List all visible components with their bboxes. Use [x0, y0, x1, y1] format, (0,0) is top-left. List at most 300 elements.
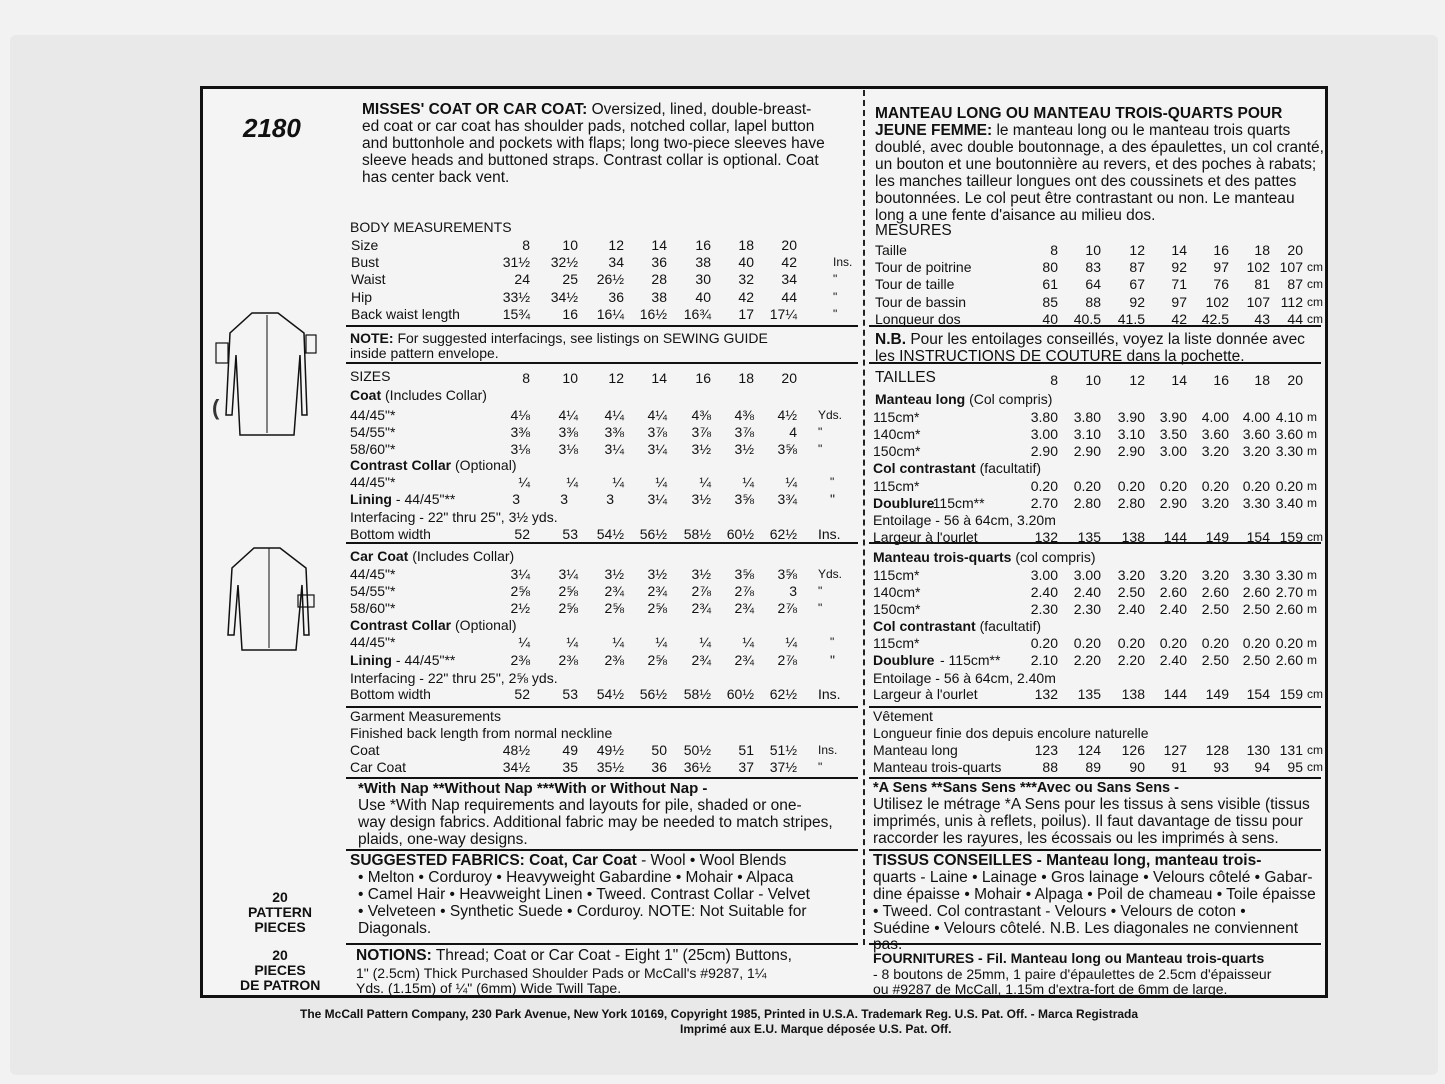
measurement-value: 32: [738, 271, 754, 288]
yardage-value: 2⅞: [734, 583, 754, 599]
nb-text: Pour les entoilages conseillés, voyez la liste donnée avec: [910, 331, 1305, 348]
lining-bold: Lining: [350, 491, 392, 507]
row-label: 44/45"*: [350, 474, 396, 490]
metrage-value: 3.00: [1030, 426, 1058, 442]
coat-heading-bold: Coat: [350, 387, 382, 403]
unit-label: m: [1307, 636, 1317, 650]
fr-desc-line: long a une fente d'aisance au milieu dos.: [875, 207, 1156, 224]
metrage-value: 2.60: [1159, 584, 1187, 600]
measurement-value: 42: [738, 288, 754, 305]
metrage-value: 3.20: [1242, 443, 1270, 459]
yardage-value: ¼: [566, 474, 578, 490]
yardage-value: ¼: [785, 634, 797, 650]
metrage-value: 0.20: [1159, 635, 1187, 651]
yardage-value: 3¼: [510, 566, 530, 582]
coat-interfacing: Interfacing - 22" thru 25", 3½ yds.: [350, 509, 558, 525]
bottom-width-value: 60½: [726, 526, 754, 542]
metrage-value: 4.00: [1242, 409, 1270, 425]
yardage-value: 3⅝: [777, 566, 797, 582]
measurement-value: 80: [1042, 259, 1058, 276]
tq-heading: [873, 549, 1095, 565]
en-desc-line: and buttonhole and pockets with flaps; long two-piece sleeves have: [362, 135, 825, 152]
measurement-value: 42.5: [1201, 310, 1229, 327]
yardage-value: 3⅛: [510, 441, 530, 457]
unit-label: ": [818, 442, 823, 456]
garment-value: 49: [562, 742, 578, 758]
metrage-value: 2.70: [1275, 584, 1303, 600]
measurement-value: 92: [1171, 259, 1187, 276]
measurement-value: 107: [1246, 293, 1270, 310]
ourlet-label: Largeur à l'ourlet: [873, 529, 978, 545]
yardage-value: ¼: [612, 634, 624, 650]
measurement-value: 38: [695, 254, 711, 271]
garment-value: 36: [651, 759, 667, 775]
unit-label: ": [818, 425, 823, 439]
size-header: 12: [608, 370, 624, 386]
en-desc-title: MISSES' COAT OR CAR COAT:: [362, 101, 588, 118]
yardage-value: 4⅜: [691, 407, 711, 423]
unit-label: Ins.: [833, 255, 853, 270]
row-label: 44/45"*: [350, 634, 396, 650]
garment-value: 50: [651, 742, 667, 758]
bottom-width-value: 58½: [683, 686, 711, 702]
metrage-value: 2.90: [1117, 443, 1145, 459]
metrage-value: 3.60: [1242, 426, 1270, 442]
measurement-value: 42: [781, 254, 797, 271]
measurement-value: 64: [1085, 276, 1101, 293]
row-label: Back waist length: [351, 305, 460, 322]
yardage-value: 2⅜: [604, 652, 624, 668]
yardage-value: 2⅝: [510, 583, 530, 599]
ourlet-value: 132: [1034, 686, 1058, 702]
measurement-value: 32½: [550, 254, 578, 271]
metrage-value: 3.00: [1159, 443, 1187, 459]
yardage-value: 2¾: [604, 583, 624, 599]
garment-value: 127: [1163, 742, 1187, 758]
row-label: 54/55"*: [350, 424, 396, 440]
garment-value: 90: [1129, 759, 1145, 775]
garment-value: 34½: [502, 759, 530, 775]
measurement-value: 16¼: [596, 305, 624, 322]
row-label: Tour de poitrine: [875, 259, 972, 276]
car-bold: Car Coat: [350, 548, 409, 564]
ourlet-value: 149: [1205, 529, 1229, 545]
ourlet-value: 154: [1246, 529, 1270, 545]
fabrics-line: • Camel Hair • Heavweight Linen • Tweed. Contrast Collar - Velvet: [358, 886, 810, 903]
unit-label: Ins.: [818, 526, 841, 542]
metrage-value: 0.20: [1030, 478, 1058, 494]
unit-label: ": [818, 584, 823, 598]
en-description: [362, 102, 811, 118]
doublure-width: - 115cm**: [940, 652, 1001, 668]
yardage-value: 2¾: [734, 600, 754, 616]
measurement-value: 17: [738, 305, 754, 322]
metrage-value: 2.50: [1201, 601, 1229, 617]
metrage-value: 2.20: [1117, 652, 1145, 668]
cc-rest: (Optional): [455, 617, 517, 633]
row-label: Hip: [351, 288, 373, 305]
coat-contrast-collar-heading: [350, 457, 516, 473]
row-label: Taille: [875, 242, 907, 258]
en-desc-line: sleeve heads and buttoned straps. Contrast collar is optional. Coat: [362, 152, 819, 169]
size-header: 14: [1171, 372, 1187, 388]
measurement-value: 87: [1129, 259, 1145, 276]
yardage-value: 3½: [691, 491, 711, 507]
row-label: 44/45"*: [350, 566, 396, 582]
measurement-value: 88: [1085, 293, 1101, 310]
car-contrast-collar-heading: [350, 617, 516, 633]
notions-text: Thread; Coat or Car Coat - Eight 1" (25cm) Buttons,: [435, 947, 792, 964]
measurement-value: 83: [1085, 259, 1101, 276]
ourlet-value: 138: [1121, 686, 1145, 702]
measurement-value: 40: [1042, 310, 1058, 327]
measurement-value: 38: [651, 288, 667, 305]
fr-desc-line: les manches tailleur longues ont des coussinets et des pattes: [875, 173, 1297, 190]
garment-value: 37½: [769, 759, 797, 775]
yardage-value: ¼: [518, 634, 530, 650]
metrage-value: 2.40: [1073, 584, 1101, 600]
pieces-count: 20: [272, 889, 288, 905]
bottom-width-value: 54½: [596, 686, 624, 702]
tq-entoilage: Entoilage - 56 à 64cm, 2.40m: [873, 670, 1056, 686]
measurement-value: 26½: [596, 271, 624, 288]
metrage-value: 3.80: [1030, 409, 1058, 425]
garment-sub: Finished back length from normal neckline: [350, 725, 613, 741]
fr-desc-line: doublé, avec double boutonnage, a des épaulettes, un col cranté,: [875, 139, 1324, 156]
tissus-line: quarts - Laine • Lainage • Gros lainage • Velours côtelé • Gabar-: [873, 869, 1313, 886]
sizes-label: SIZES: [350, 368, 391, 384]
metrage-value: 2.90: [1030, 443, 1058, 459]
bottom-width-value: 53: [562, 686, 578, 702]
lining-rest: - 44/45"**: [395, 491, 456, 507]
measurement-value: 33½: [502, 288, 530, 305]
garment-value: 48½: [502, 742, 530, 758]
measurement-value: 10: [1085, 242, 1101, 258]
yardage-value: ¼: [699, 474, 711, 490]
yardage-value: ¼: [742, 634, 754, 650]
measurement-value: 44: [781, 288, 797, 305]
row-label: Waist: [351, 271, 386, 288]
garment-value: 91: [1171, 759, 1187, 775]
yardage-value: 3: [560, 491, 568, 507]
measurement-value: 25: [562, 271, 578, 288]
row-label: 115cm*: [873, 635, 920, 651]
nap-line: Use *With Nap requirements and layouts for pile, shaded or one-: [358, 797, 802, 814]
yardage-value: 3: [512, 491, 520, 507]
unit-label: ": [830, 475, 835, 489]
row-label: 54/55"*: [350, 583, 396, 599]
notions-line: Yds. (1.15m) of ¼" (6mm) Wide Twill Tape.: [356, 980, 622, 996]
yardage-value: 3½: [691, 441, 711, 457]
garment-value: 128: [1205, 742, 1229, 758]
nap-line: plaids, one-way designs.: [358, 831, 528, 848]
metrage-value: 0.20: [1242, 635, 1270, 651]
garment-value: 51½: [769, 742, 797, 758]
fr-desc-title2: JEUNE FEMME:: [875, 122, 993, 139]
car-rest: (Includes Collar): [412, 548, 515, 564]
measurement-value: 112: [1280, 293, 1303, 310]
garment-value: 51: [738, 742, 754, 758]
metrage-value: 0.20: [1073, 635, 1101, 651]
metrage-value: 2.50: [1242, 601, 1270, 617]
yardage-value: ¼: [742, 474, 754, 490]
unit-label: Yds.: [818, 408, 843, 422]
garment-value: 89: [1085, 759, 1101, 775]
tissus-line: pas.: [873, 936, 903, 953]
note-label: NOTE:: [350, 330, 394, 346]
measurement-value: 42: [1171, 310, 1187, 327]
measurement-value: 43: [1254, 310, 1270, 327]
en-desc-line: Oversized, lined, double-breast-: [591, 101, 812, 118]
yardage-value: 3¼: [558, 566, 578, 582]
metrage-value: 2.70: [1030, 495, 1058, 511]
notions-line: [356, 948, 792, 964]
ml-cc-heading: [873, 460, 1041, 476]
metrage-value: 3.20: [1201, 443, 1229, 459]
measurement-value: 12: [608, 237, 624, 253]
yardage-value: 3: [789, 583, 797, 599]
yardage-value: 2⅞: [691, 583, 711, 599]
measurement-value: 67: [1129, 276, 1145, 293]
tq-cc-heading: [873, 618, 1041, 634]
ourlet-value: 135: [1077, 529, 1101, 545]
yardage-value: 2⅝: [604, 600, 624, 616]
sens-line: raccorder les rayures, les écossais ou les imprimés à sens.: [873, 830, 1279, 847]
unit-label: cm: [1307, 760, 1323, 774]
measurement-value: 36: [608, 288, 624, 305]
yardage-value: ¼: [655, 634, 667, 650]
ourlet-value: 144: [1163, 529, 1187, 545]
bottom-width-label: Bottom width: [350, 686, 431, 702]
yardage-value: 3⅛: [558, 441, 578, 457]
yardage-value: 3⅝: [734, 491, 754, 507]
metrage-value: 2.60: [1201, 584, 1229, 600]
tissus-line: dine épaisse • Mohair • Alpaga • Poil de chameau • Toile épaisse: [873, 886, 1316, 903]
size-header: 10: [1085, 372, 1101, 388]
yardage-value: ¼: [699, 634, 711, 650]
size-header: 12: [1129, 372, 1145, 388]
car-lining-label: [350, 652, 455, 668]
divider-line: [869, 706, 1321, 708]
ml-heading: [875, 391, 1052, 407]
yardage-value: 3½: [691, 566, 711, 582]
yardage-value: 3½: [647, 566, 667, 582]
measurement-value: 81: [1254, 276, 1270, 293]
measurement-value: 97: [1213, 259, 1229, 276]
measurement-value: 31½: [502, 254, 530, 271]
fr-desc-line: boutonnées. Le col peut être contrastant ou non. Le manteau: [875, 190, 1295, 207]
metrage-value: 3.40: [1275, 495, 1303, 511]
yardage-value: 3: [606, 491, 614, 507]
row-label: Tour de taille: [875, 276, 955, 293]
divider-line: [346, 542, 858, 544]
metrage-value: 0.20: [1275, 478, 1303, 494]
metrage-value: 2.60: [1275, 601, 1303, 617]
yardage-value: 2⅝: [558, 583, 578, 599]
yardage-value: 4¼: [604, 407, 624, 423]
metrage-value: 4.00: [1201, 409, 1229, 425]
bottom-width-value: 53: [562, 526, 578, 542]
measurement-value: 17¼: [769, 305, 797, 322]
yardage-value: 4¼: [558, 407, 578, 423]
metrage-value: 3.60: [1275, 426, 1303, 442]
metrage-value: 2.40: [1159, 652, 1187, 668]
size-header: 18: [1254, 372, 1270, 388]
garment-value: 131: [1279, 742, 1303, 758]
measurement-value: 71: [1171, 276, 1187, 293]
fabrics-bold: SUGGESTED FABRICS: Coat, Car Coat: [350, 852, 637, 869]
metrage-value: 0.20: [1159, 478, 1187, 494]
unit-label: m: [1307, 585, 1317, 599]
metrage-value: 0.20: [1201, 635, 1229, 651]
garment-value: 37: [738, 759, 754, 775]
metrage-value: 3.00: [1030, 567, 1058, 583]
cc-rest: (facultatif): [979, 618, 1042, 634]
unit-label: ": [830, 491, 835, 507]
metrage-value: 0.20: [1030, 635, 1058, 651]
unit-label: m: [1307, 568, 1317, 582]
pieces-count: 20: [272, 947, 288, 963]
yardage-value: ¼: [785, 474, 797, 490]
divider-line: [346, 777, 858, 779]
metrage-value: 2.60: [1275, 652, 1303, 668]
metrage-value: 0.20: [1117, 635, 1145, 651]
metrage-value: 2.20: [1073, 652, 1101, 668]
language-divider: [863, 90, 865, 945]
garment-value: 123: [1034, 742, 1058, 758]
metrage-value: 2.80: [1073, 495, 1101, 511]
yardage-value: 2¾: [691, 600, 711, 616]
unit-label: cm: [1307, 277, 1323, 292]
tailles-label: TAILLES: [875, 369, 936, 386]
metrage-value: 3.20: [1201, 495, 1229, 511]
metrage-value: 3.10: [1073, 426, 1101, 442]
edge-fragment: (: [212, 395, 220, 420]
divider-line: [346, 849, 858, 851]
notions-line: 1" (2.5cm) Thick Purchased Shoulder Pads or McCall's #9287, 1¼: [356, 965, 767, 981]
nb-bold: N.B.: [875, 331, 906, 348]
measurement-value: 16½: [639, 305, 667, 322]
pieces-word: PIECES: [254, 962, 306, 978]
metrage-value: 2.30: [1073, 601, 1101, 617]
measurement-value: 8: [522, 237, 530, 253]
coat-heading: [350, 387, 487, 403]
garment-value: 35: [562, 759, 578, 775]
metrage-value: 2.50: [1201, 652, 1229, 668]
metrage-value: 3.10: [1117, 426, 1145, 442]
yardage-value: 2⅝: [647, 600, 667, 616]
yardage-value: 3⅝: [734, 566, 754, 582]
measurement-value: 97: [1171, 293, 1187, 310]
measurement-value: 40: [738, 254, 754, 271]
yardage-value: 3¼: [647, 491, 667, 507]
metrage-value: 3.20: [1159, 567, 1187, 583]
pattern-pieces-fr: [240, 948, 320, 993]
footer-line: Imprimé aux E.U. Marque déposée U.S. Pat. Off.: [680, 1022, 952, 1036]
measurement-value: 14: [651, 237, 667, 253]
doublure-label: Doublure: [873, 495, 935, 511]
metrage-value: 3.20: [1201, 567, 1229, 583]
metrage-value: 2.30: [1030, 601, 1058, 617]
measurement-value: 34½: [550, 288, 578, 305]
unit-label: ": [830, 635, 835, 649]
yardage-value: 2¾: [647, 583, 667, 599]
row-label: 58/60"*: [350, 600, 396, 616]
size-header: 18: [738, 370, 754, 386]
bottom-width-value: 60½: [726, 686, 754, 702]
bottom-width-value: 58½: [683, 526, 711, 542]
fabrics-line: Diagonals.: [358, 920, 432, 937]
bottom-width-value: 52: [514, 686, 530, 702]
yardage-value: 3¾: [777, 491, 797, 507]
yardage-value: ¼: [655, 474, 667, 490]
measurement-value: 85: [1042, 293, 1058, 310]
car-coat-heading: [350, 548, 514, 564]
measurement-value: 14: [1171, 242, 1187, 258]
nap-heading: *With Nap **Without Nap ***With or Without Nap -: [358, 780, 708, 797]
size-header: 16: [1213, 372, 1229, 388]
metrage-value: 0.20: [1201, 478, 1229, 494]
bottom-width-value: 52: [514, 526, 530, 542]
ourlet-value: 132: [1034, 529, 1058, 545]
car-coat-back-sketch: [212, 540, 327, 660]
divider-line: [869, 849, 1321, 851]
fabrics-text: - Wool • Wool Blends: [641, 852, 787, 869]
metrage-value: 2.10: [1030, 652, 1058, 668]
measurement-value: 20: [781, 237, 797, 253]
metrage-value: 0.20: [1242, 478, 1270, 494]
measurement-value: 92: [1129, 293, 1145, 310]
measurement-value: 16: [1213, 242, 1229, 258]
unit-label: m: [1307, 427, 1317, 441]
metrage-value: 3.60: [1201, 426, 1229, 442]
size-header: 14: [651, 370, 667, 386]
fabrics-line: • Velveteen • Synthetic Suede • Corduroy. NOTE: Not Suitable for: [358, 903, 807, 920]
bottom-width-value: 62½: [769, 526, 797, 542]
bottom-width-value: 62½: [769, 686, 797, 702]
coat-heading-rest: (Includes Collar): [385, 387, 487, 403]
measurement-value: 87: [1287, 276, 1303, 293]
ourlet-label: Largeur à l'ourlet: [873, 686, 978, 702]
divider-line: [346, 325, 858, 327]
garment-value: 130: [1246, 742, 1270, 758]
pieces-word: PIECES: [254, 919, 306, 935]
metrage-value: 2.40: [1117, 601, 1145, 617]
ml-bold: Manteau long: [875, 391, 966, 407]
unit-label: ": [818, 601, 823, 615]
metrage-value: 2.60: [1242, 584, 1270, 600]
measurement-value: 40: [695, 288, 711, 305]
fabrics-line: [350, 853, 786, 869]
row-label: Tour de bassin: [875, 293, 967, 310]
en-desc-line: ed coat or car coat has shoulder pads, notched collar, lapel button: [362, 118, 815, 135]
measurement-value: 107: [1279, 259, 1303, 276]
garment-value: 95: [1287, 759, 1303, 775]
measurement-value: 61: [1042, 276, 1058, 293]
measurement-value: 44: [1287, 310, 1303, 327]
measurement-value: 41.5: [1117, 310, 1145, 327]
lining-bold: Lining: [350, 652, 392, 668]
divider-line: [869, 777, 1321, 779]
fr-description: [875, 123, 1290, 139]
fr-desc-line: le manteau long ou le manteau trois quarts: [996, 122, 1291, 139]
metrage-value: 2.90: [1159, 495, 1187, 511]
measurement-value: 16¾: [683, 305, 711, 322]
cc-bold: Contrast Collar: [350, 617, 452, 633]
metrage-value: 2.50: [1242, 652, 1270, 668]
fournitures-heading: FOURNITURES - Fil. Manteau long ou Manteau trois-quarts: [873, 950, 1265, 966]
metrage-value: 2.90: [1073, 443, 1101, 459]
